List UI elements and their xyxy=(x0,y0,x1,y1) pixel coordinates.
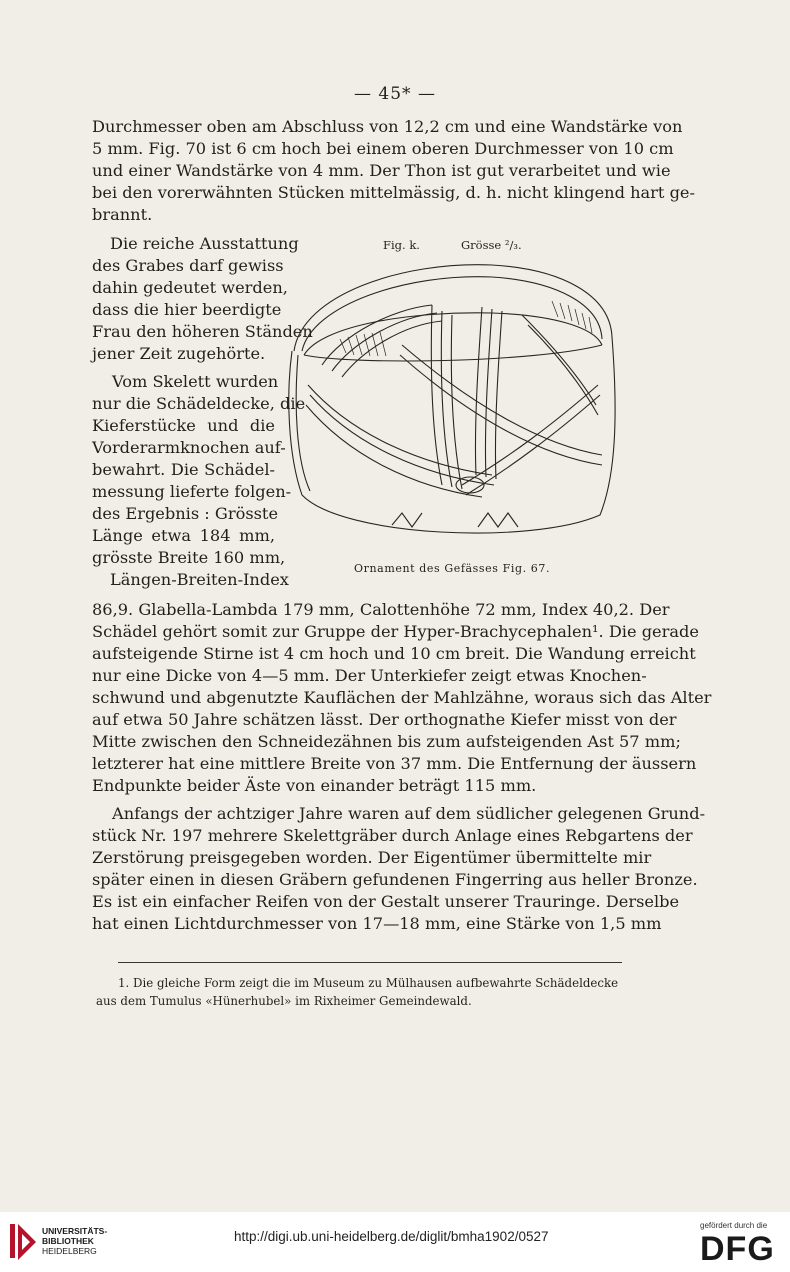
text-line: dahin gedeutet werden, xyxy=(92,278,288,297)
text-line: Durchmesser oben am Abschluss von 12,2 cm und eine Wandstärke von xyxy=(92,117,683,136)
text-line: Kieferstücke und die xyxy=(92,416,275,435)
figure-label: Fig. k. xyxy=(383,238,420,252)
text-line: Zerstörung preisgegeben worden. Der Eigentümer übermittelte mir xyxy=(92,848,652,867)
text-line: des Grabes darf gewiss xyxy=(92,256,284,275)
figure-scale: Grösse ²/₃. xyxy=(461,238,522,252)
text-line: nur eine Dicke von 4—5 mm. Der Unterkiefer zeigt etwas Knochen- xyxy=(92,666,647,685)
dfg-logo: DFG xyxy=(700,1230,775,1268)
text-line: Endpunkte beider Äste von einander beträgt 115 mm. xyxy=(92,776,537,795)
text-line: hat einen Lichtdurchmesser von 17—18 mm, eine Stärke von 1,5 mm xyxy=(92,914,662,933)
text-line: 5 mm. Fig. 70 ist 6 cm hoch bei einem oberen Durchmesser von 10 cm xyxy=(92,139,674,158)
digitization-footer xyxy=(0,1212,790,1272)
text-line: Anfangs der achtziger Jahre waren auf dem südlicher gelegenen Grund- xyxy=(112,804,706,823)
library-name-line: BIBLIOTHEK xyxy=(42,1236,94,1246)
text-line: des Ergebnis : Grösste xyxy=(92,504,279,523)
text-line: Mitte zwischen den Schneidezähnen bis zum aufsteigenden Ast 57 mm; xyxy=(92,732,681,751)
text-line: bei den vorerwähnten Stücken mittelmässig, d. h. nicht klingend hart ge- xyxy=(92,183,695,202)
text-line: dass die hier beerdigte xyxy=(92,300,282,319)
text-line: schwund und abgenutzte Kauflächen der Mahlzähne, woraus sich das Alter xyxy=(92,688,712,707)
text-line: jener Zeit zugehörte. xyxy=(92,344,266,363)
library-name xyxy=(42,1226,107,1256)
text-line: Vorderarmknochen auf- xyxy=(92,438,286,457)
text-line: Länge etwa 184 mm, xyxy=(92,526,275,545)
funder-note: gefördert durch die xyxy=(700,1221,768,1230)
library-name-line: HEIDELBERG xyxy=(42,1246,97,1256)
footnote-line: aus dem Tumulus «Hünerhubel» im Rixheimer Gemeindewald. xyxy=(96,994,472,1008)
text-line: Schädel gehört somit zur Gruppe der Hyper-Brachycephalen¹. Die gerade xyxy=(92,622,699,641)
text-line: nur die Schädeldecke, die xyxy=(92,394,306,413)
library-name-line: UNIVERSITÄTS- xyxy=(42,1226,108,1236)
text-line: stück Nr. 197 mehrere Skelettgräber durch Anlage eines Rebgartens der xyxy=(92,826,693,845)
text-line: Die reiche Ausstattung xyxy=(110,234,299,253)
text-line: bewahrt. Die Schädel- xyxy=(92,460,275,479)
text-line: messung lieferte folgen- xyxy=(92,482,292,501)
text-line: Längen-Breiten-Index xyxy=(110,570,289,589)
footnote-line: 1. Die gleiche Form zeigt die im Museum zu Mülhausen aufbewahrte Schädeldecke xyxy=(118,976,619,990)
text-line: auf etwa 50 Jahre schätzen lässt. Der orthognathe Kiefer misst von der xyxy=(92,710,677,729)
text-line: Frau den höheren Ständen xyxy=(92,322,313,341)
text-line: brannt. xyxy=(92,205,153,224)
permalink-url[interactable]: http://digi.ub.uni-heidelberg.de/diglit/bmha1902/0527 xyxy=(234,1229,549,1244)
text-line: grösste Breite 160 mm, xyxy=(92,548,286,567)
university-library-logo-icon xyxy=(10,1220,38,1262)
text-line: aufsteigende Stirne ist 4 cm hoch und 10 cm breit. Die Wandung erreicht xyxy=(92,644,696,663)
page-number: — 45* — xyxy=(354,84,436,104)
text-line: letzterer hat eine mittlere Breite von 37 mm. Die Entfernung der äussern xyxy=(92,754,697,773)
footnote-divider xyxy=(118,962,622,963)
text-line: Es ist ein einfacher Reifen von der Gestalt unserer Trauringe. Derselbe xyxy=(92,892,680,911)
text-line: Vom Skelett wurden xyxy=(112,372,279,391)
text-line: 86,9. Glabella-Lambda 179 mm, Calottenhöhe 72 mm, Index 40,2. Der xyxy=(92,600,670,619)
text-line: und einer Wandstärke von 4 mm. Der Thon ist gut verarbeitet und wie xyxy=(92,161,671,180)
vessel-ornament-illustration xyxy=(282,255,618,545)
figure-caption: Ornament des Gefässes Fig. 67. xyxy=(354,562,551,575)
text-line: später einen in diesen Gräbern gefundenen Fingerring aus heller Bronze. xyxy=(92,870,698,889)
